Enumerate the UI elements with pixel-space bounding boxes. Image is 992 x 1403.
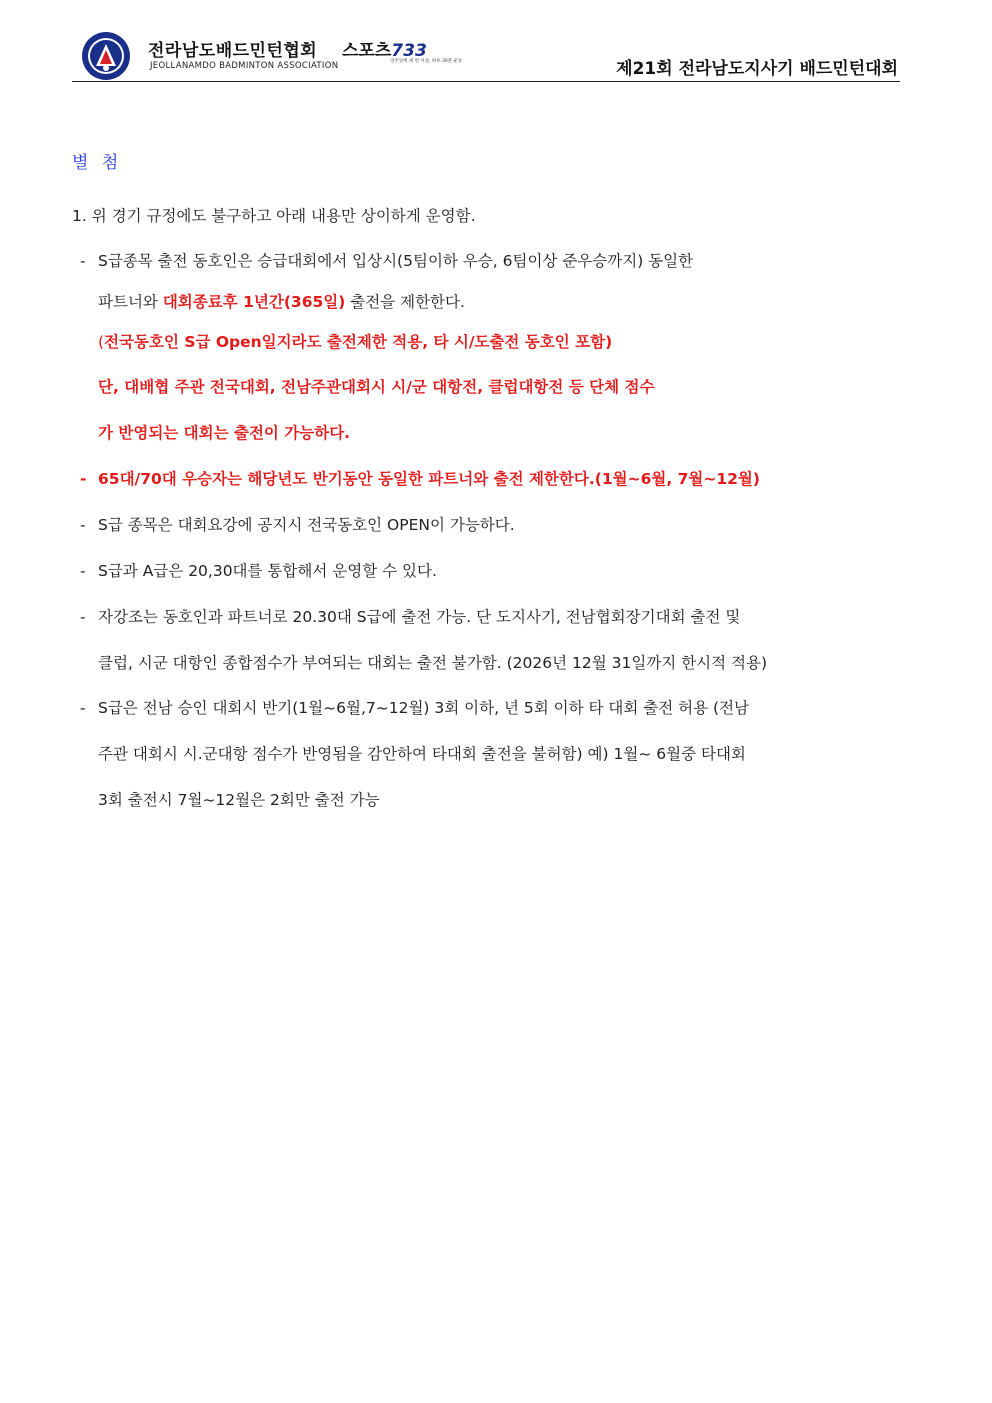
rule-1-line-2-pre: 파트너와 xyxy=(98,293,163,311)
rule-3 xyxy=(80,513,515,535)
rule-4 xyxy=(80,559,437,581)
rule-1-dash: - xyxy=(80,252,86,270)
org-name-en: JEOLLANAMDO BADMINTON ASSOCIATION xyxy=(150,61,339,71)
rule-1-line-3-paren: ( xyxy=(98,333,105,351)
rule-5-text-1: 자강조는 동호인과 파트너로 20.30대 S급에 출전 가능. 단 도지사기, 전남협회장기대회 출전 및 xyxy=(98,608,741,626)
rule-1-line-1 xyxy=(80,249,693,271)
rule-4-text: S급과 A급은 20,30대를 통합해서 운영할 수 있다. xyxy=(98,562,437,580)
rule-6-dash: - xyxy=(80,699,86,717)
page-header xyxy=(72,28,900,82)
rule-6-line-1 xyxy=(80,696,749,718)
header-divider xyxy=(72,81,900,82)
sports-brand-text: 스포츠 xyxy=(342,41,392,61)
rule-2 xyxy=(80,467,760,489)
rule-1-line-2 xyxy=(98,290,465,312)
sports-brand-number: 733 xyxy=(391,41,427,61)
rule-6-line-3: 3회 출전시 7월~12월은 2회만 출전 가능 xyxy=(98,791,380,809)
rule-6-text-1: S급은 전남 승인 대회시 반기(1월~6월,7~12월) 3회 이하, 년 5회 이하 타 대회 출전 허용 (전남 xyxy=(98,699,750,717)
rule-5-line-1 xyxy=(80,605,740,627)
event-title: 제21회 전라남도지사기 배드민턴대회 xyxy=(616,59,898,79)
rule-2-text: 65대/70대 우승자는 해당년도 반기동안 동일한 파트너와 출전 제한한다.(1월~6월, 7월~12월) xyxy=(98,470,760,488)
rule-1-text-1: S급종목 출전 동호인은 승급대회에서 입상시(5팀이하 우승, 6팀이상 준우승까지) 동일한 xyxy=(98,252,694,270)
rule-3-text: S급 종목은 대회요강에 공지시 전국동호인 OPEN이 가능하다. xyxy=(98,516,515,534)
sports-brand-slogan: 일주일에 세 번 이상, 하루 30분 운동 xyxy=(390,59,463,64)
rule-3-dash: - xyxy=(80,516,86,534)
org-name-ko: 전라남도배드민턴협회 xyxy=(148,41,318,61)
attachment-heading: 별 첨 xyxy=(72,153,123,173)
rule-5-line-2: 클럽, 시군 대항인 종합점수가 부여되는 대회는 출전 불가함. (2026년 12월 31일까지 한시적 적용) xyxy=(98,654,768,672)
rule-5-dash: - xyxy=(80,608,86,626)
rule-1-line-4: 단, 대배협 주관 전국대회, 전남주관대회시 시/군 대항전, 클럽대항전 등 단체 점수 xyxy=(98,378,655,396)
rule-1-line-5: 가 반영되는 대회는 출전이 가능하다. xyxy=(98,424,351,442)
rule-1-line-2-post: 출전을 제한한다. xyxy=(345,293,465,311)
rule-4-dash: - xyxy=(80,562,86,580)
rule-6-line-2: 주관 대회시 시.군대항 점수가 반영됨을 감안하여 타대회 출전을 불허함) 예) 1월~ 6월중 타대회 xyxy=(98,745,746,763)
association-logo-icon xyxy=(78,30,134,82)
rule-1-line-2-highlight: 대회종료후 1년간(365일) xyxy=(162,293,346,311)
item-1: 1. 위 경기 규정에도 불구하고 아래 내용만 상이하게 운영함. xyxy=(72,207,476,225)
rule-2-dash: - xyxy=(80,470,87,488)
rule-1-line-3-highlight: 전국동호인 S급 Open일지라도 출전제한 적용, 타 시/도출전 동호인 포함) xyxy=(104,333,613,351)
rule-1-line-3 xyxy=(98,330,612,352)
